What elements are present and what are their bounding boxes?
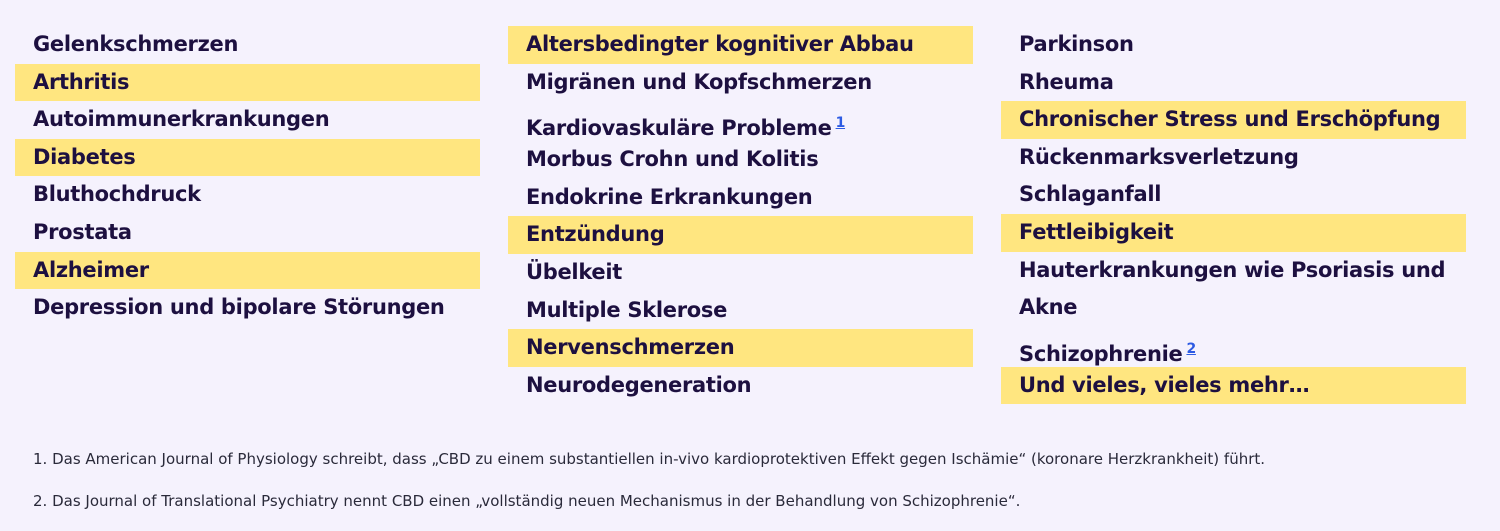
condition-label: Gelenkschmerzen [33, 32, 239, 56]
condition-item [1001, 252, 1466, 327]
conditions-column-3 [1001, 26, 1466, 404]
condition-item [508, 216, 973, 254]
footnote-1: 1. Das American Journal of Physiology schreibt, dass „CBD zu einem substantiellen in-vivo kardioprotektiven Effekt gegen Ischämie“ (koronare Herzkrankheit) führt. [33, 450, 1266, 468]
condition-label: Depression und bipolare Störungen [33, 295, 445, 320]
condition-item [1001, 101, 1466, 139]
condition-label: Übelkeit [526, 259, 623, 284]
condition-item [508, 329, 973, 367]
condition-item [15, 252, 480, 290]
condition-item [15, 139, 480, 177]
condition-label: Entzündung [526, 222, 665, 247]
condition-item [15, 26, 480, 64]
condition-label: Kardiovaskuläre Probleme [526, 116, 832, 141]
condition-label: Endokrine Erkrankungen [526, 184, 813, 209]
condition-label: Und vieles, vieles mehr… [1019, 372, 1310, 397]
condition-item [508, 26, 973, 64]
condition-item [1001, 26, 1466, 64]
condition-item [508, 64, 973, 102]
condition-label: Bluthochdruck [33, 182, 201, 207]
condition-label: Arthritis [33, 69, 130, 94]
footnotes [33, 446, 1473, 530]
condition-item [15, 101, 480, 139]
condition-label: Fettleibigkeit [1019, 219, 1174, 244]
condition-item [1001, 367, 1466, 405]
condition-label: Autoimmunerkrankungen [33, 107, 330, 132]
condition-item [1001, 139, 1466, 177]
footnote-2: 2. Das Journal of Translational Psychiatry nennt CBD einen „vollständig neuen Mechanismus in der Behandlung von Schizophrenie“. [33, 492, 1021, 510]
condition-item [508, 254, 973, 292]
condition-label: Alzheimer [33, 257, 149, 282]
condition-label: Morbus Crohn und Kolitis [526, 147, 819, 172]
condition-item [1001, 327, 1466, 367]
condition-label: Chronischer Stress und Erschöpfung [1019, 107, 1441, 132]
condition-item [15, 64, 480, 102]
condition-item [1001, 176, 1466, 214]
condition-label: Altersbedingter kognitiver Abbau [526, 32, 914, 56]
condition-label: Prostata [33, 219, 132, 244]
condition-label: Neurodegeneration [526, 372, 752, 397]
condition-label: Multiple Sklerose [526, 297, 728, 322]
condition-item [508, 179, 973, 217]
conditions-column-1 [15, 26, 480, 327]
condition-label: Nervenschmerzen [526, 335, 735, 360]
condition-label: Schizophrenie [1019, 341, 1183, 366]
condition-item [508, 141, 973, 179]
condition-item [15, 214, 480, 252]
condition-item [15, 289, 480, 327]
footnote-ref-link[interactable]: 2 [1186, 340, 1196, 357]
condition-item [1001, 64, 1466, 102]
condition-label: Migränen und Kopfschmerzen [526, 69, 872, 94]
condition-label: Hauterkrankungen wie Psoriasis und Akne [1019, 257, 1446, 320]
condition-label: Diabetes [33, 144, 136, 169]
condition-item [508, 367, 973, 405]
condition-item [1001, 214, 1466, 252]
conditions-column-2 [508, 26, 973, 404]
condition-label: Schlaganfall [1019, 182, 1162, 207]
condition-label: Rheuma [1019, 69, 1114, 94]
condition-item [15, 176, 480, 214]
condition-item [508, 101, 973, 141]
footnote-ref-link[interactable]: 1 [835, 115, 846, 132]
condition-label: Rückenmarksverletzung [1019, 144, 1299, 169]
condition-item [508, 292, 973, 330]
condition-label: Parkinson [1019, 32, 1134, 56]
